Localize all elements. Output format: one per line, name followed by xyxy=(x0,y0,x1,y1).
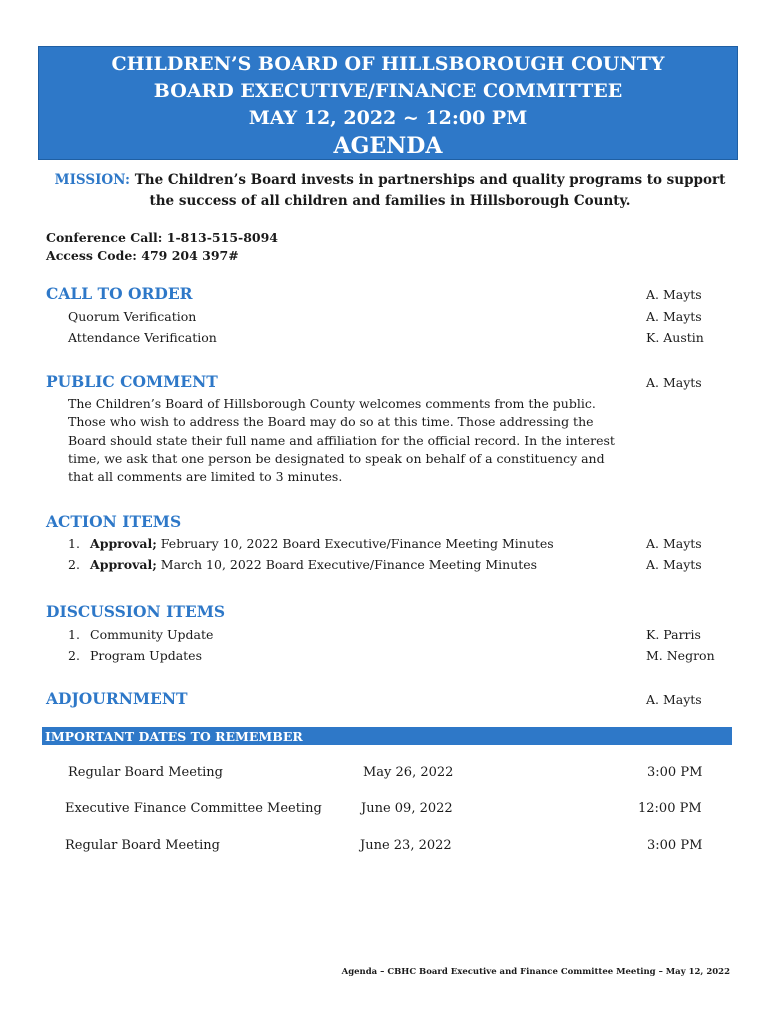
section-call-to-order: CALL TO ORDER xyxy=(46,284,193,303)
meeting-datetime: MAY 12, 2022 ~ 12:00 PM xyxy=(248,107,528,129)
discussion-item-2 xyxy=(68,645,202,666)
action-item-text: February 10, 2022 Board Executive/Finance Meeting Minutes xyxy=(156,536,554,551)
date-row-event: Regular Board Meeting xyxy=(65,838,221,853)
date-row-date: June 09, 2022 xyxy=(361,801,453,816)
conference-call: Conference Call: 1-813-515-8094 xyxy=(46,230,278,245)
action-item-2 xyxy=(68,554,537,575)
section-public-comment: PUBLIC COMMENT xyxy=(46,372,218,391)
mission-text-2: the success of all children and families in Hillsborough County. xyxy=(149,193,631,209)
public-comment-presenter: A. Mayts xyxy=(646,375,702,390)
action-item-1 xyxy=(68,533,554,554)
public-comment-line: The Children’s Board of Hillsborough County welcomes comments from the public. xyxy=(68,396,596,411)
action-item-number: 2. xyxy=(68,557,80,572)
access-code: Access Code: 479 204 397# xyxy=(46,248,239,263)
action-item-number: 1. xyxy=(68,536,80,551)
org-title: CHILDREN’S BOARD OF HILLSBOROUGH COUNTY xyxy=(111,53,665,75)
date-row-event: Executive Finance Committee Meeting xyxy=(65,801,322,816)
public-comment-line: Those who wish to address the Board may do so at this time. Those addressing the xyxy=(68,414,594,430)
date-row-date: June 23, 2022 xyxy=(360,838,452,853)
page-footer: Agenda – CBHC Board Executive and Finance Committee Meeting – May 12, 2022 xyxy=(341,967,730,977)
mission-line-1 xyxy=(40,170,740,191)
section-action-items: ACTION ITEMS xyxy=(46,512,182,531)
discussion-item-1-presenter: K. Parris xyxy=(646,627,701,642)
adjournment-presenter: A. Mayts xyxy=(646,692,702,707)
important-dates-header: IMPORTANT DATES TO REMEMBER xyxy=(42,727,732,745)
public-comment-text xyxy=(68,395,628,486)
mission-text-1: The Children’s Board invests in partnerships and quality programs to support xyxy=(134,172,726,188)
mission-statement xyxy=(40,170,740,212)
attendance-presenter: K. Austin xyxy=(646,330,704,345)
committee-title: BOARD EXECUTIVE/FINANCE COMMITTEE xyxy=(153,80,623,102)
discussion-item-number: 1. xyxy=(68,627,80,642)
discussion-item-1 xyxy=(68,624,213,645)
discussion-item-number: 2. xyxy=(68,648,80,663)
conference-info xyxy=(46,229,278,265)
date-row-event: Regular Board Meeting xyxy=(68,765,224,780)
public-comment-line: Board should state their full name and affiliation for the official record. In the interest xyxy=(68,432,615,448)
agenda-title: AGENDA xyxy=(333,133,443,159)
agenda-item-attendance: Attendance Verification xyxy=(68,330,217,345)
call-to-order-presenter: A. Mayts xyxy=(646,287,702,302)
mission-label: MISSION: xyxy=(54,172,131,188)
action-item-text: March 10, 2022 Board Executive/Finance Meeting Minutes xyxy=(156,557,538,572)
header-banner xyxy=(38,46,738,160)
section-discussion-items: DISCUSSION ITEMS xyxy=(46,602,226,621)
date-row-date: May 26, 2022 xyxy=(363,765,454,780)
discussion-item-text: Community Update xyxy=(90,627,214,642)
public-comment-line: that all comments are limited to 3 minutes. xyxy=(68,469,343,485)
section-adjournment: ADJOURNMENT xyxy=(46,689,188,708)
action-item-bold: Approval; xyxy=(90,557,157,572)
quorum-presenter: A. Mayts xyxy=(646,309,702,324)
discussion-item-2-presenter: M. Negron xyxy=(646,648,715,663)
date-row-time: 12:00 PM xyxy=(638,801,702,816)
action-item-2-presenter: A. Mayts xyxy=(646,557,702,572)
date-row-time: 3:00 PM xyxy=(647,765,703,780)
date-row-time: 3:00 PM xyxy=(647,838,703,853)
agenda-item-quorum: Quorum Verification xyxy=(68,309,197,324)
action-item-1-presenter: A. Mayts xyxy=(646,536,702,551)
action-item-bold: Approval; xyxy=(90,536,157,551)
public-comment-line: time, we ask that one person be designated to speak on behalf of a constituency and xyxy=(68,450,605,466)
discussion-item-text: Program Updates xyxy=(90,648,202,663)
